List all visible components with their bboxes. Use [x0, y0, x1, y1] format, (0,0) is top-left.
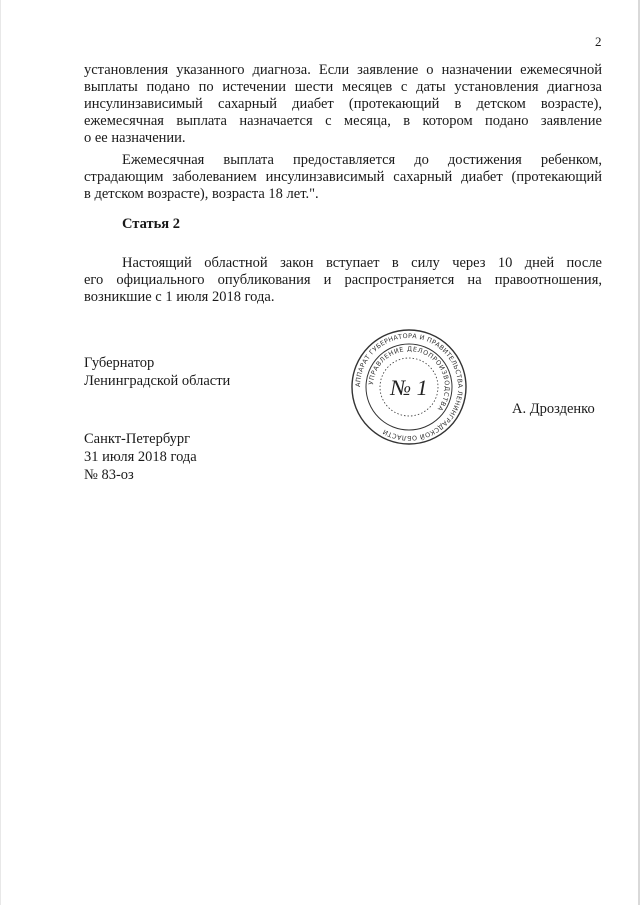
signatory-title-line2: Ленинградской области	[84, 373, 231, 389]
page-number: 2	[595, 34, 602, 49]
paragraph-1-line: о ее назначении.	[84, 130, 186, 146]
law-number: № 83-оз	[84, 467, 134, 483]
paragraph-1-line: инсулинзависимый сахарный диабет (протекающий в детском возрасте),	[84, 96, 602, 112]
paragraph-2-line: в детском возрасте), возраста 18 лет.".	[84, 186, 319, 202]
city: Санкт-Петербург	[84, 431, 191, 447]
paragraph-1-line: ежемесячная выплата назначается с месяца, в котором подано заявление	[84, 113, 602, 129]
paragraph-1-line: выплаты подано по истечении шести месяцев с даты установления диагноза	[84, 79, 602, 95]
signatory-name: А. Дрозденко	[512, 401, 595, 417]
paragraph-3-line: Настоящий областной закон вступает в силу через 10 дней после	[122, 255, 602, 271]
paragraph-2-line: страдающим заболеванием инсулинзависимый сахарный диабет (протекающий	[84, 169, 602, 185]
stamp-center-text: № 1	[390, 375, 428, 400]
paragraph-1	[84, 62, 602, 147]
official-stamp	[350, 328, 468, 446]
paragraph-1-line: установления указанного диагноза. Если заявление о назначении ежемесячной	[84, 62, 602, 78]
stamp-inner-text: УПРАВЛЕНИЕ ДЕЛОПРОИЗВОДСТВА	[367, 344, 452, 413]
place-date-block	[84, 430, 197, 484]
date: 31 июля 2018 года	[84, 449, 197, 465]
stamp-outer-text: АППАРАТ ГУБЕРНАТОРА И ПРАВИТЕЛЬСТВА ЛЕНИНГРАДСКОЙ ОБЛАСТИ	[353, 331, 465, 443]
paragraph-3-line: возникшие с 1 июля 2018 года.	[84, 289, 275, 305]
signatory-title	[84, 354, 230, 390]
paragraph-3-line: его официального опубликования и распространяется на правоотношения,	[84, 272, 602, 288]
paragraph-2-line: Ежемесячная выплата предоставляется до достижения ребенком,	[122, 152, 602, 168]
paragraph-3	[84, 255, 602, 306]
signatory-title-line1: Губернатор	[84, 355, 155, 371]
paragraph-2	[84, 152, 602, 203]
article-heading: Статья 2	[122, 216, 180, 232]
scan-left-edge	[0, 0, 1, 905]
